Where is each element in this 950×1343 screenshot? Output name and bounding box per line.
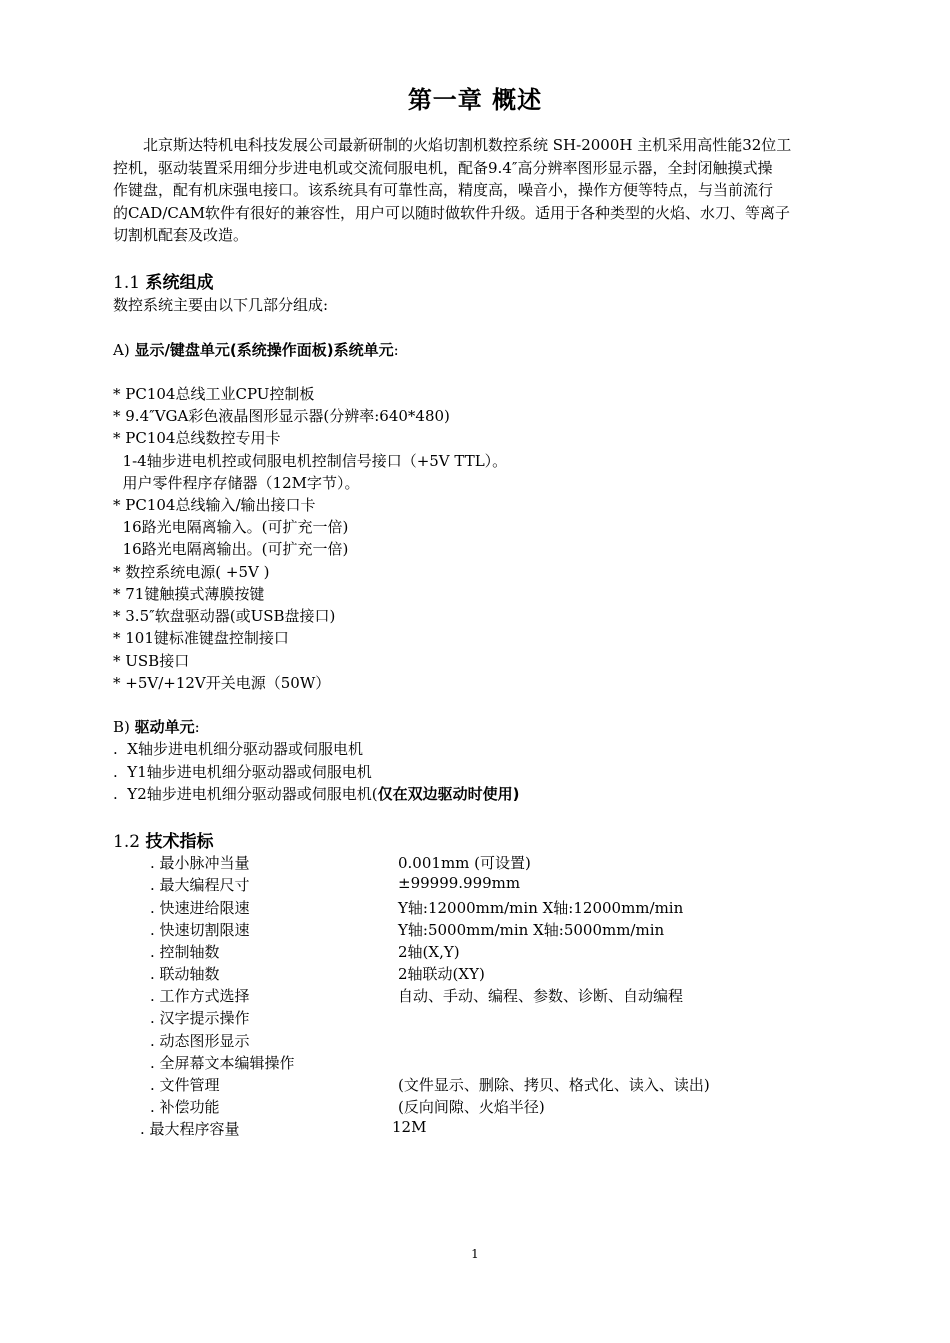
subsection-title: 驱动单元	[134, 718, 195, 736]
spec-label: . 最大程序容量	[140, 1120, 240, 1138]
spec-value: (反向间隙、火焰半径)	[398, 1098, 545, 1116]
subsection-prefix: A)	[113, 341, 135, 359]
section-title: 系统组成	[145, 273, 214, 293]
intro-line: 作键盘，配有机床强电接口。该系统具有可靠性高，精度高，噪音小，操作方便等特点，与当前流行	[113, 181, 774, 200]
list-item-emphasis: 仅在双边驱动时使用)	[377, 785, 520, 803]
spec-value: 0.001mm (可设置)	[398, 854, 531, 872]
section-heading-1-2	[113, 827, 213, 852]
intro-line: 切割机配套及改造。	[113, 226, 249, 245]
list-item: 16路光电隔离输出。(可扩充一倍)	[113, 540, 349, 558]
spec-value: 2轴(X,Y)	[398, 943, 460, 961]
spec-label: . 最大编程尺寸	[150, 876, 250, 894]
spec-value: 12M	[392, 1118, 427, 1136]
list-item: 1-4轴步进电机控或伺服电机控制信号接口（+5V TTL）。	[113, 452, 508, 470]
subsection-colon: :	[393, 341, 399, 359]
spec-label: . 最小脉冲当量	[150, 854, 250, 872]
section-intro: 数控系统主要由以下几部分组成:	[113, 296, 329, 314]
spec-value: Y轴:12000mm/min X轴:12000mm/min	[398, 899, 684, 917]
subsection-a-heading	[113, 339, 399, 360]
intro-line: 控机，驱动装置采用细分步进电机或交流伺服电机，配备9.4″高分辨率图形显示器，全封闭触摸式操	[113, 158, 773, 177]
spec-label: . 控制轴数	[150, 943, 220, 961]
list-item: * 3.5″软盘驱动器(或USB盘接口)	[113, 607, 336, 625]
spec-value: 2轴联动(XY)	[398, 965, 485, 983]
list-item-text: . Y2轴步进电机细分驱动器或伺服电机(	[113, 785, 378, 803]
subsection-title: 显示/键盘单元(系统操作面板)系统单元	[134, 341, 394, 359]
spec-label: . 快速切割限速	[150, 921, 250, 939]
list-item: * USB接口	[113, 652, 190, 670]
section-number: 1.1	[113, 273, 141, 293]
spec-value: Y轴:5000mm/min X轴:5000mm/min	[398, 921, 665, 939]
list-item: * 9.4″VGA彩色液晶图形显示器(分辨率:640*480)	[113, 407, 450, 425]
intro-paragraph	[113, 134, 863, 247]
section-number: 1.2	[113, 832, 141, 852]
spec-label: . 全屏幕文本编辑操作	[150, 1054, 295, 1072]
list-item: . X轴步进电机细分驱动器或伺服电机	[113, 740, 363, 758]
list-item: . Y1轴步进电机细分驱动器或伺服电机	[113, 763, 372, 781]
page-number: 1	[471, 1247, 479, 1261]
intro-line: 北京斯达特机电科技发展公司最新研制的火焰切割机数控系统 SH-2000H 主机采用高性能32位工	[113, 136, 792, 154]
list-item: 16路光电隔离输入。(可扩充一倍)	[113, 518, 349, 536]
subsection-prefix: B)	[113, 718, 135, 736]
subsection-colon: :	[194, 718, 200, 736]
list-item: * PC104总线数控专用卡	[113, 429, 281, 447]
spec-label: . 文件管理	[150, 1076, 220, 1094]
chapter-title: 第一章 概述	[407, 86, 543, 114]
section-title: 技术指标	[145, 832, 214, 852]
spec-label: . 补偿功能	[150, 1098, 220, 1116]
subsection-b-heading	[113, 716, 200, 737]
spec-value: ±99999.999mm	[398, 874, 521, 892]
list-item: * PC104总线输入/输出接口卡	[113, 496, 316, 514]
spec-label: . 快速进给限速	[150, 899, 250, 917]
list-item: 用户零件程序存储器（12M字节）。	[113, 474, 360, 492]
spec-label: . 联动轴数	[150, 965, 220, 983]
spec-label: . 动态图形显示	[150, 1032, 250, 1050]
spec-value: (文件显示、删除、拷贝、格式化、读入、读出)	[398, 1076, 710, 1094]
list-item: * PC104总线工业CPU控制板	[113, 385, 315, 403]
list-item: * +5V/+12V开关电源（50W）	[113, 674, 331, 692]
list-item: * 数控系统电源( +5V )	[113, 563, 270, 581]
intro-line: 的CAD/CAM软件有很好的兼容性，用户可以随时做软件升级。适用于各种类型的火焰、水刀、等离子	[113, 203, 791, 222]
list-item: * 101键标准键盘控制接口	[113, 629, 289, 647]
spec-label: . 工作方式选择	[150, 987, 250, 1005]
spec-value: 自动、手动、编程、参数、诊断、自动编程	[398, 987, 684, 1005]
list-item: * 71键触摸式薄膜按键	[113, 585, 265, 603]
list-item	[113, 783, 519, 804]
spec-label: . 汉字提示操作	[150, 1009, 250, 1027]
section-heading-1-1	[113, 268, 213, 293]
